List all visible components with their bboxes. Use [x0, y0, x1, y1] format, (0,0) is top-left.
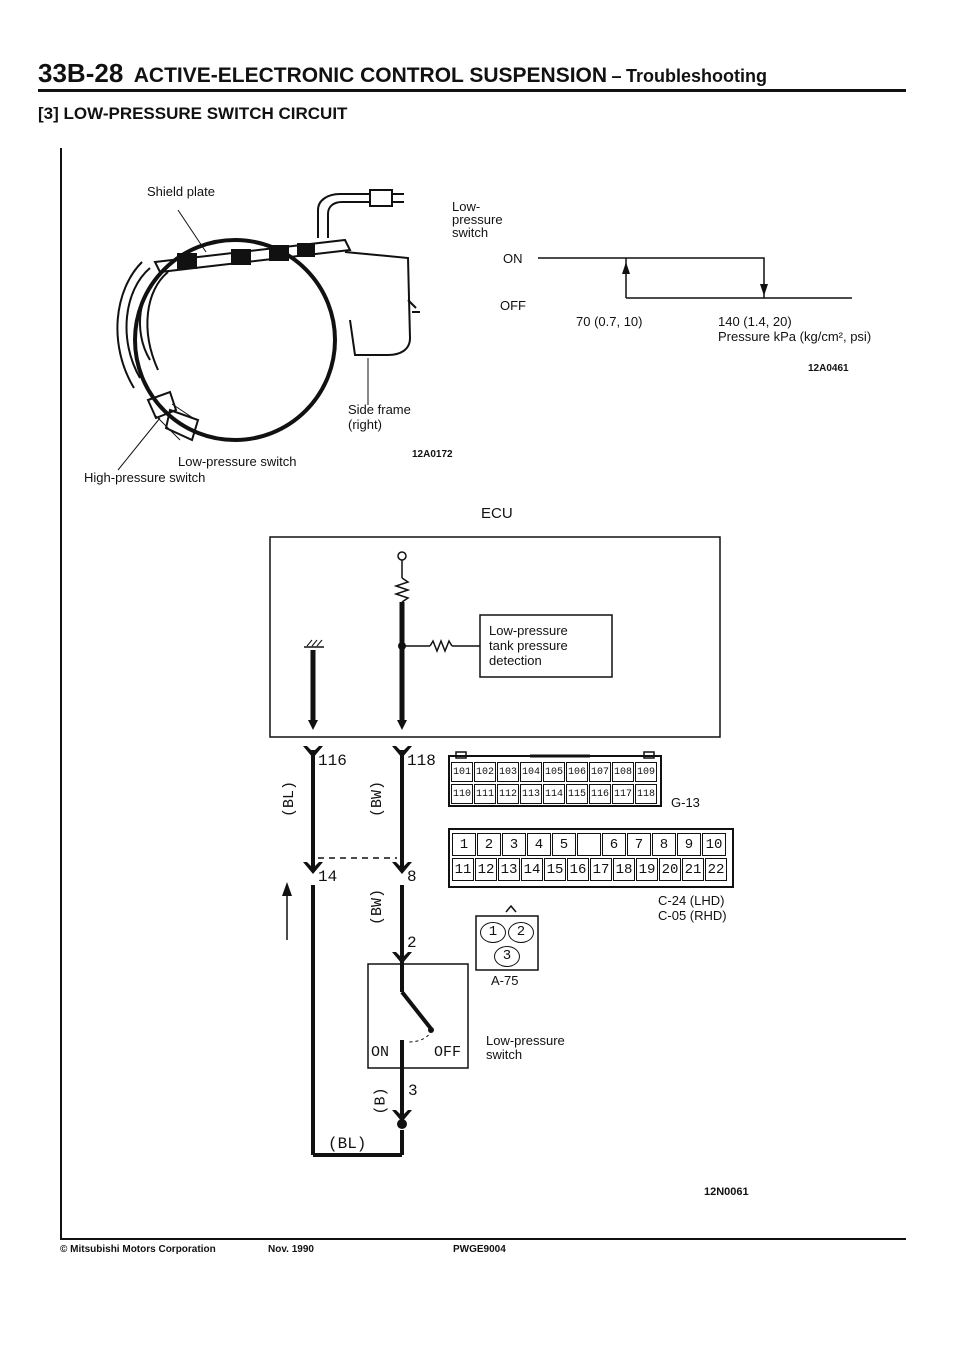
detection-label-2: tank pressure [489, 638, 568, 653]
a75-pin: 2 [508, 922, 534, 943]
footer-date: Nov. 1990 [268, 1244, 314, 1255]
a75-connector [480, 922, 536, 968]
connector-pin: 117 [612, 784, 634, 804]
connector-pin: 104 [520, 762, 542, 782]
c05-label: C-05 (RHD) [658, 908, 727, 923]
connector-pin: 3 [502, 833, 526, 856]
connector-pin: 115 [566, 784, 588, 804]
pin-14-label: 14 [318, 868, 338, 886]
connector-pin: 17 [590, 858, 612, 881]
connector-pin: 8 [652, 833, 676, 856]
connector-pin: 116 [589, 784, 611, 804]
pin-118-label: 118 [407, 752, 436, 770]
switch-off-label: OFF [434, 1044, 462, 1061]
wire-color-b: (B) [372, 1087, 390, 1115]
connector-pin: 105 [543, 762, 565, 782]
switch-on-label: ON [371, 1044, 390, 1061]
connector-pin: 14 [521, 858, 543, 881]
c24-label: C-24 (LHD) [658, 893, 725, 908]
connector-pin: 106 [566, 762, 588, 782]
chapter-subtitle: Troubleshooting [625, 66, 767, 86]
page-number: 33B-28 [38, 58, 124, 88]
chapter-title: ACTIVE-ELECTRONIC CONTROL SUSPENSION [133, 64, 608, 87]
connector-pin: 22 [705, 858, 727, 881]
section-title: [3] LOW-PRESSURE SWITCH CIRCUIT [38, 104, 348, 123]
connector-pin: 110 [451, 784, 473, 804]
graph-label-3: switch [452, 225, 489, 240]
graph-off-label: OFF [500, 298, 526, 313]
header-dash: – [611, 66, 622, 86]
high-pressure-switch-label: High-pressure switch [84, 470, 206, 485]
figure2-code: 12A0461 [808, 363, 849, 374]
connector-pin: 21 [682, 858, 704, 881]
connector-pin: 1 [452, 833, 476, 856]
graph-value-low: 70 (0.7, 10) [576, 314, 643, 329]
connector-pin: 12 [475, 858, 497, 881]
connector-pin: 114 [543, 784, 565, 804]
wire-color-bl: (BL) [281, 780, 299, 818]
graph-label-1: Low- [452, 199, 481, 214]
connector-pin: 113 [520, 784, 542, 804]
low-pressure-switch-label: Low-pressure switch [178, 454, 297, 469]
connector-pin: 20 [659, 858, 681, 881]
footer-rule [60, 1238, 906, 1240]
pin-2-label: 2 [407, 934, 417, 952]
connector-pin: 108 [612, 762, 634, 782]
side-frame-right-label: (right) [348, 417, 382, 432]
connector-pin: 6 [602, 833, 626, 856]
a75-pin: 1 [480, 922, 506, 943]
connector-pin: 11 [452, 858, 474, 881]
connector-pin: 101 [451, 762, 473, 782]
side-frame-label: Side frame [348, 402, 411, 417]
footer-copyright: © Mitsubishi Motors Corporation [60, 1244, 216, 1255]
pin-8-label: 8 [407, 868, 417, 886]
connector-pin: 5 [552, 833, 576, 856]
connector-pin [577, 833, 601, 856]
connector-pin: 103 [497, 762, 519, 782]
figure3-code: 12N0061 [704, 1186, 749, 1198]
wire-color-bw-2: (BW) [369, 888, 387, 926]
a75-pin: 3 [494, 946, 520, 967]
connector-pin: 13 [498, 858, 520, 881]
connector-pin: 118 [635, 784, 657, 804]
pin-116-label: 116 [318, 752, 347, 770]
connector-pin: 109 [635, 762, 657, 782]
graph-label-2: pressure [452, 212, 503, 227]
connector-pin: 15 [544, 858, 566, 881]
switch-label-2: switch [486, 1047, 523, 1062]
g13-label: G-13 [671, 795, 700, 810]
pin-3-label: 3 [408, 1082, 418, 1100]
connector-pin: 7 [627, 833, 651, 856]
a75-label: A-75 [491, 973, 519, 988]
g13-connector [451, 762, 659, 806]
graph-axis-label: Pressure kPa (kg/cm², psi) [718, 329, 872, 344]
connector-pin: 18 [613, 858, 635, 881]
connector-pin: 4 [527, 833, 551, 856]
graph-value-high: 140 (1.4, 20) [718, 314, 792, 329]
c24-connector [452, 833, 731, 883]
wire-color-bw: (BW) [369, 780, 387, 818]
switch-label-1: Low-pressure [486, 1033, 565, 1048]
detection-label-1: Low-pressure [489, 623, 568, 638]
figure1-code: 12A0172 [412, 449, 453, 460]
detection-label-3: detection [489, 653, 542, 668]
footer-publication: PWGE9004 [453, 1244, 506, 1255]
graph-on-label: ON [503, 251, 523, 266]
connector-pin: 16 [567, 858, 589, 881]
connector-pin: 102 [474, 762, 496, 782]
connector-pin: 2 [477, 833, 501, 856]
connector-pin: 9 [677, 833, 701, 856]
connector-pin: 19 [636, 858, 658, 881]
ecu-label: ECU [481, 505, 513, 522]
connector-pin: 10 [702, 833, 726, 856]
connector-pin: 111 [474, 784, 496, 804]
wire-color-bl-bottom: (BL) [328, 1135, 367, 1153]
shield-plate-label: Shield plate [147, 184, 215, 199]
connector-pin: 112 [497, 784, 519, 804]
connector-pin: 107 [589, 762, 611, 782]
